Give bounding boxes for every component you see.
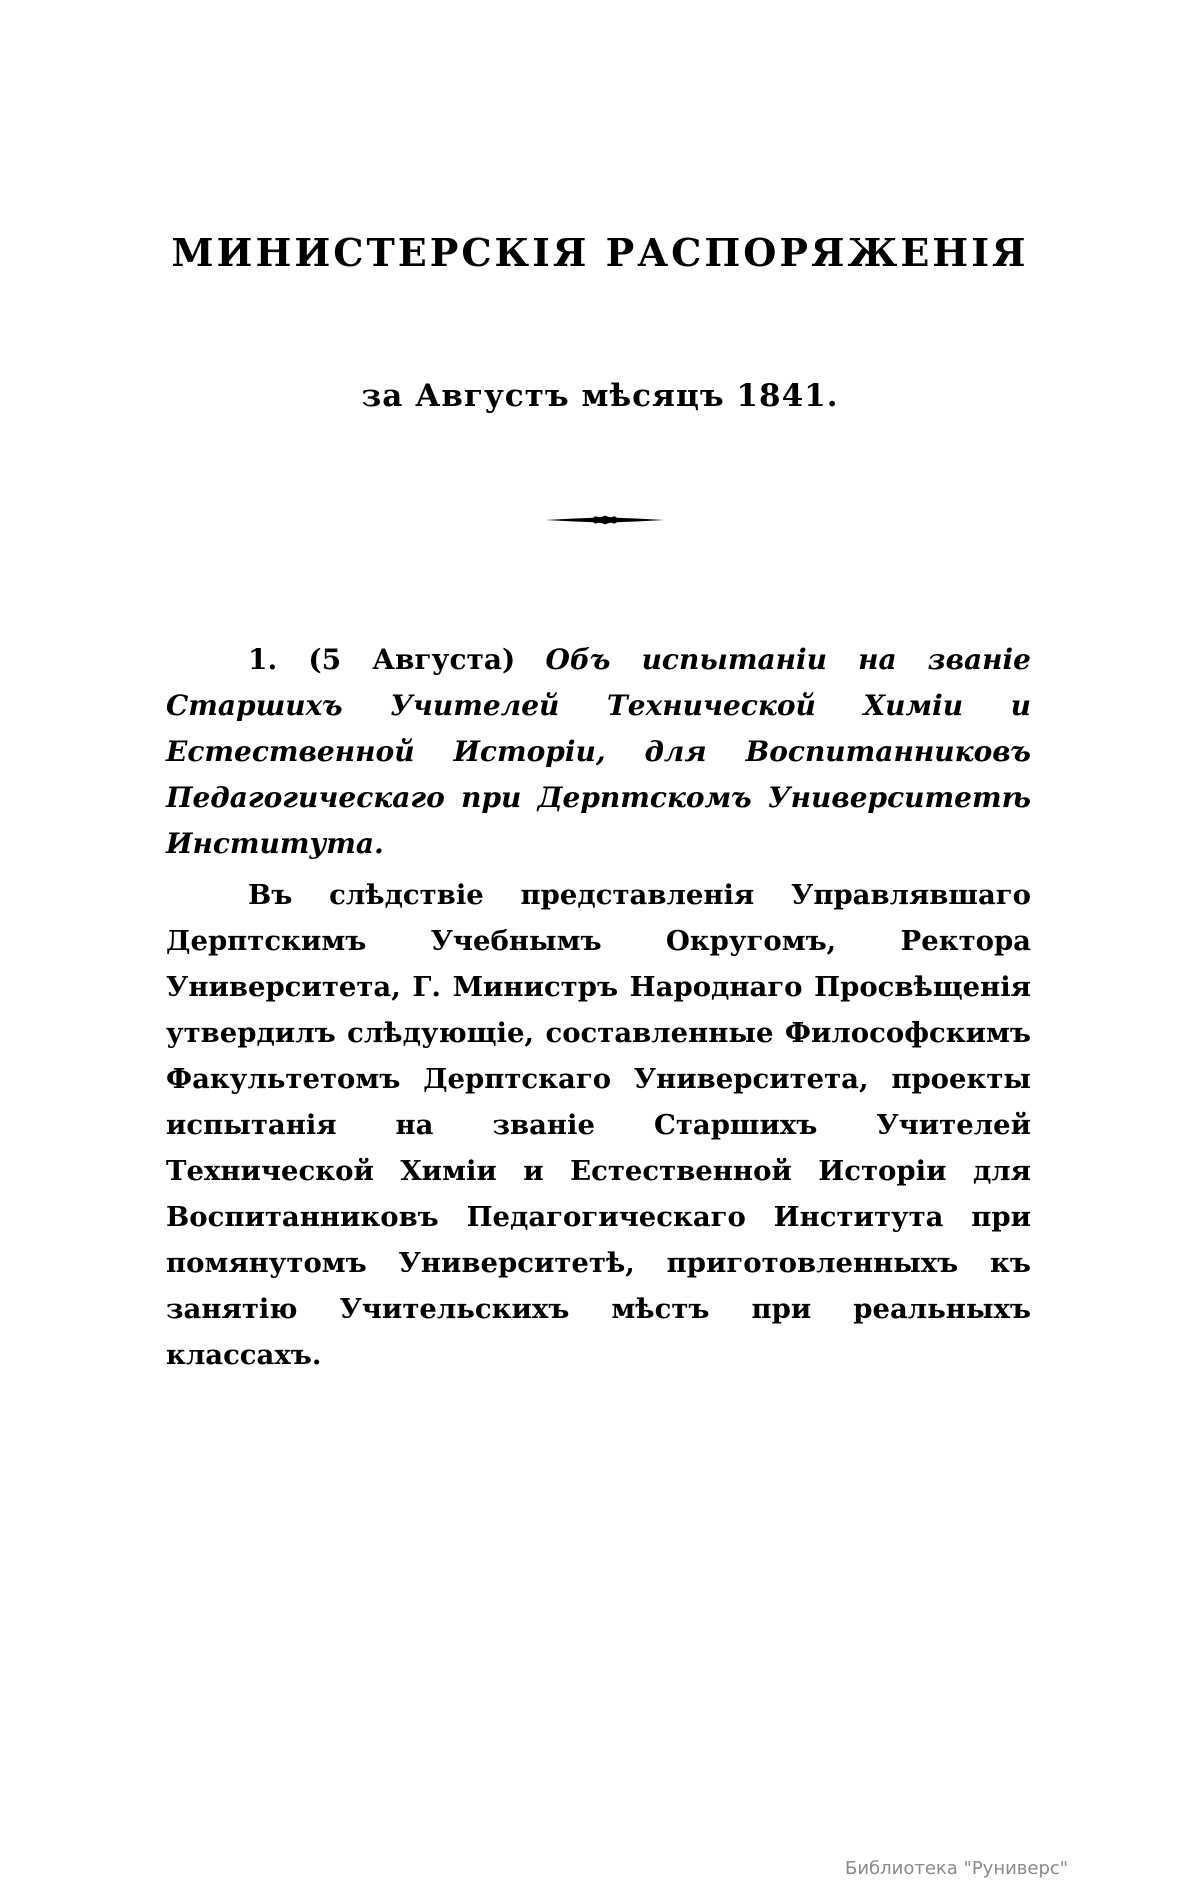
page-heading: МИНИСТЕРСКІЯ РАСПОРЯЖЕНІЯ (171, 230, 1029, 275)
item-entry (166, 637, 1031, 867)
library-watermark: Библиотека "Руниверс" (845, 1858, 1069, 1879)
ornament-divider (546, 512, 664, 528)
item-number-date: 1. (5 Августа) (248, 643, 516, 676)
page-subheading: за Августъ мѣсяцъ 1841. (361, 378, 839, 414)
item-title: Объ испытаніи на званіе Старшихъ Учителей Технической Химіи и Естественной Исторіи, для Воспитанниковъ Педагогическаго при Дерптскомъ Университетѣ Института. (166, 643, 1031, 860)
body-paragraph: Въ слѣдствіе представленія Управлявшаго Дерптскимъ Учебнымъ Округомъ, Ректора Университета, Г. Министръ Народнаго Просвѣщенія утвердилъ слѣдующіе, составленные Философскимъ Факультетомъ Дерптскаго Университета, проекты испытанія на званіе Старшихъ Учителей Технической Химіи и Естественной Исторіи для Воспитанниковъ Педагогическаго Института при помянутомъ Университетѣ, приготовленныхъ къ занятію Учительскихъ мѣстъ при реальныхъ классахъ. (166, 879, 1031, 1371)
